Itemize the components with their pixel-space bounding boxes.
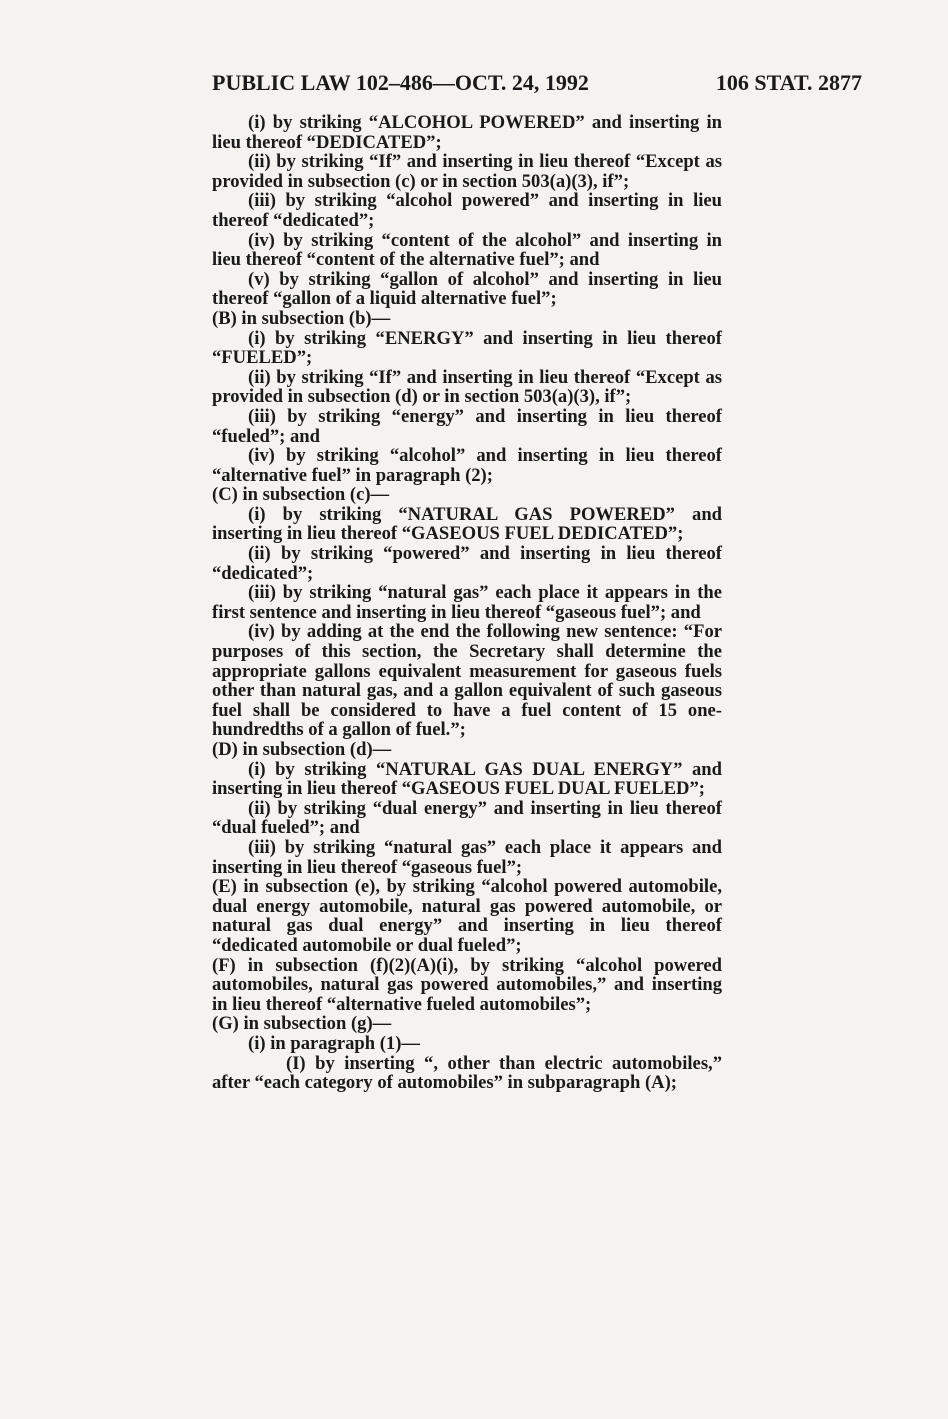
paragraph: (E) in subsection (e), by striking “alcohol powered automobile, dual energy automobile, natural gas powered automobile, or natural gas dual energy” and inserting in lieu thereof “dedicated automobile or dual fueled”;	[212, 876, 722, 956]
paragraph: (I) by inserting “, other than electric automobiles,” after “each category of automobiles” in subparagraph (A);	[212, 1052, 722, 1094]
paragraph: (iii) by striking “energy” and inserting in lieu thereof “fueled”; and	[212, 405, 722, 447]
paragraph: (i) in paragraph (1)—	[248, 1032, 420, 1054]
paragraph: (iii) by striking “alcohol powered” and inserting in lieu thereof “dedicated”;	[212, 190, 722, 231]
page-header	[212, 70, 862, 100]
header-law-citation: PUBLIC LAW 102–486—OCT. 24, 1992	[212, 70, 589, 95]
paragraph: (i) by striking “NATURAL GAS POWERED” and inserting in lieu thereof “GASEOUS FUEL DEDICATED”;	[212, 503, 722, 545]
paragraph: (B) in subsection (b)—	[212, 307, 391, 329]
paragraph: (C) in subsection (c)—	[212, 484, 390, 506]
paragraph: (G) in subsection (g)—	[212, 1013, 392, 1035]
paragraph: (i) by striking “NATURAL GAS DUAL ENERGY” and inserting in lieu thereof “GASEOUS FUEL DUAL FUELED”;	[212, 758, 722, 800]
paragraph: (iii) by striking “natural gas” each place it appears in the first sentence and inserting in lieu thereof “gaseous fuel”; and	[212, 582, 722, 623]
paragraph: (ii) by striking “If” and inserting in lieu thereof “Except as provided in subsection (d) or in section 503(a)(3), if”;	[212, 366, 722, 408]
paragraph: (iii) by striking “natural gas” each place it appears and inserting in lieu thereof “gaseous fuel”;	[212, 836, 722, 878]
header-stat-page: 106 STAT. 2877	[715, 70, 862, 95]
paragraph: (D) in subsection (d)—	[212, 739, 392, 760]
paragraph: (i) by striking “ALCOHOL POWERED” and inserting in lieu thereof “DEDICATED”;	[212, 112, 722, 153]
paragraph: (iv) by striking “content of the alcohol” and inserting in lieu thereof “content of the alternative fuel”; and	[212, 229, 722, 271]
document-body	[212, 113, 722, 1093]
paragraph: (ii) by striking “powered” and inserting in lieu thereof “dedicated”;	[212, 543, 722, 584]
paragraph: (i) by striking “ENERGY” and inserting in lieu thereof “FUELED”;	[212, 327, 722, 369]
paragraph: (F) in subsection (f)(2)(A)(i), by striking “alcohol powered automobiles, natural gas powered automobiles,” and inserting in lieu thereof “alternative fueled automobiles”;	[212, 954, 722, 1015]
paragraph: (ii) by striking “If” and inserting in lieu thereof “Except as provided in subsection (c) or in section 503(a)(3), if”;	[212, 151, 722, 192]
paragraph: (v) by striking “gallon of alcohol” and inserting in lieu thereof “gallon of a liquid alternative fuel”;	[212, 268, 722, 310]
paragraph: (ii) by striking “dual energy” and inserting in lieu thereof “dual fueled”; and	[212, 797, 722, 839]
paragraph: (iv) by adding at the end the following new sentence: “For purposes of this section, the Secretary shall determine the appropriate gallons equivalent measurement for gaseous fuels other than natural gas, and a gallon equivalent of such gaseous fuel shall be considered to have a fuel content of 15 one-hundredths of a gallon of fuel.”;	[212, 621, 722, 741]
paragraph: (iv) by striking “alcohol” and inserting in lieu thereof “alternative fuel” in paragraph (2);	[212, 445, 722, 486]
